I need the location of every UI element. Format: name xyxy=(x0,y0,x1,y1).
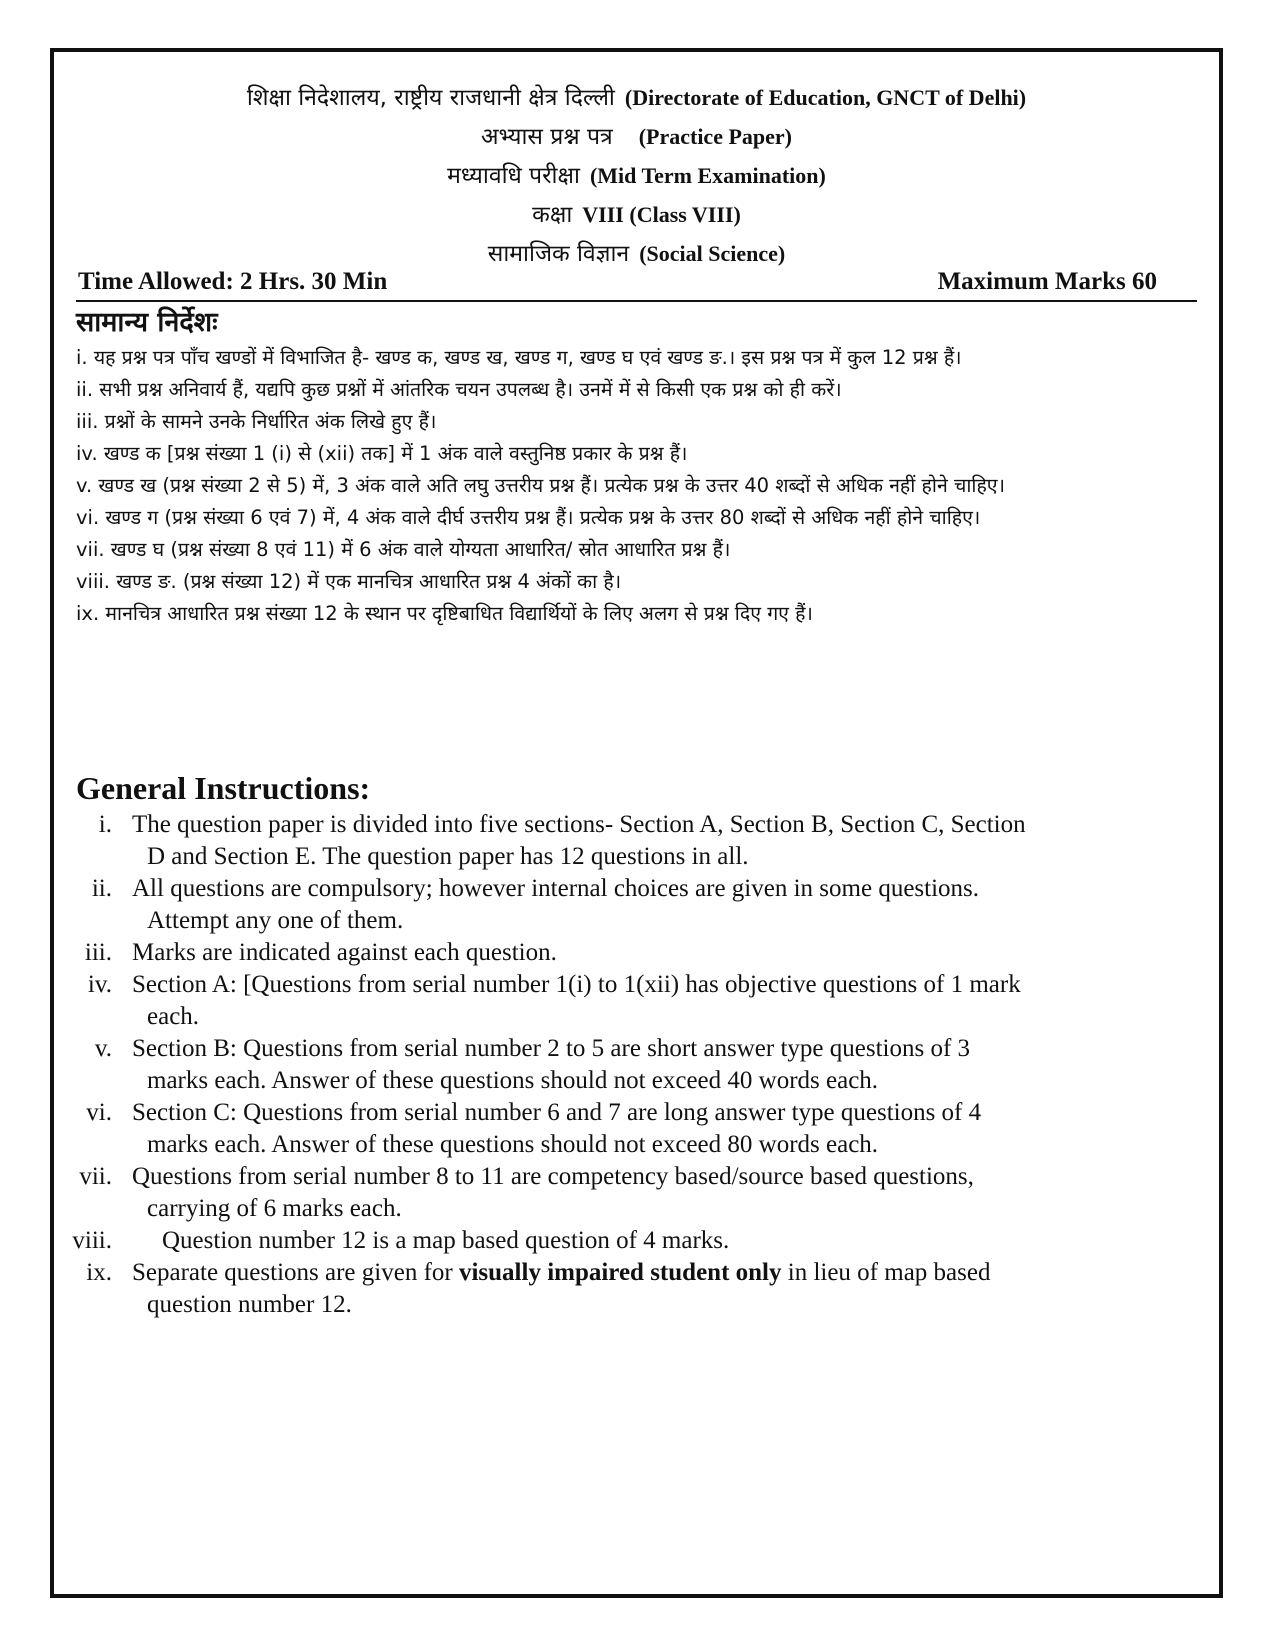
instruction-text-part: in lieu of map based xyxy=(781,1259,991,1286)
instruction-number: iv. xyxy=(87,971,112,998)
instruction-text: Section C: Questions from serial number 6 and 7 are long answer type questions of 4 xyxy=(132,1099,982,1126)
hindi-instruction-item: viii. खण्ड ङ. (प्रश्न संख्या 12) में एक मानचित्र आधारित प्रश्न 4 अंकों का है। xyxy=(76,570,622,593)
instruction-item xyxy=(56,809,1179,873)
instruction-text-continued: each. xyxy=(147,1003,200,1030)
hindi-instruction-item: ix. मानचित्र आधारित प्रश्न संख्या 12 के स्थान पर दृष्टिबाधित विद्यार्थियों के लिए अलग से प्रश्न दिए गए हैं। xyxy=(76,602,813,625)
header-line-class xyxy=(54,195,1219,234)
instruction-number: vi. xyxy=(86,1099,112,1126)
instruction-number: ii. xyxy=(91,875,112,902)
instruction-number: ix. xyxy=(86,1259,112,1286)
instruction-text-continued: D and Section E. The question paper has 12 questions in all. xyxy=(147,843,749,870)
instruction-text: Questions from serial number 8 to 11 are competency based/source based questions, xyxy=(132,1163,974,1190)
instruction-text: Marks are indicated against each question. xyxy=(132,939,557,966)
hindi-instruction-item: i. यह प्रश्न पत्र पाँच खण्डों में विभाजित है- खण्ड क, खण्ड ख, खण्ड ग, खण्ड घ एवं खण्ड ङ.। इस प्रश्न पत्र में कुल 12 प्रश्न हैं। xyxy=(76,346,962,369)
instruction-text-continued: question number 12. xyxy=(147,1291,352,1318)
instruction-text-continued: marks each. Answer of these questions should not exceed 80 words each. xyxy=(147,1131,879,1158)
subject-english: (Social Science) xyxy=(639,241,786,266)
instruction-text-continued: Attempt any one of them. xyxy=(147,907,404,934)
instruction-item xyxy=(56,1257,1179,1321)
instruction-text-emphasis: visually impaired student only xyxy=(458,1259,782,1286)
instruction-number: viii. xyxy=(72,1227,112,1254)
general-instructions-heading: General Instructions: xyxy=(76,770,371,806)
exam-hindi: मध्यावधि परीक्षा xyxy=(447,163,580,189)
hindi-instructions-heading: सामान्य निर्देशः xyxy=(76,307,218,338)
page-border xyxy=(50,48,1223,1598)
header-line-paper-type xyxy=(54,117,1219,156)
hindi-instruction-item: ii. सभी प्रश्न अनिवार्य हैं, यद्यपि कुछ प्रश्नों में आंतरिक चयन उपलब्ध है। उनमें में से किसी एक प्रश्न को ही करें। xyxy=(76,378,842,401)
instruction-item xyxy=(56,969,1179,1033)
class-hindi: कक्षा xyxy=(532,202,573,228)
instruction-number: i. xyxy=(98,811,112,838)
instruction-number: vii. xyxy=(79,1163,112,1190)
maximum-marks: Maximum Marks 60 xyxy=(937,268,1157,295)
subject-hindi: सामाजिक विज्ञान xyxy=(487,241,630,267)
instruction-item xyxy=(56,1033,1179,1097)
instruction-text: Question number 12 is a map based question of 4 marks. xyxy=(162,1227,730,1254)
paper-type-hindi: अभ्यास प्रश्न पत्र xyxy=(480,124,613,150)
instruction-text: Section A: [Questions from serial number 1(i) to 1(xii) has objective questions of 1 mark xyxy=(132,971,1021,998)
exam-meta-bar xyxy=(76,268,1197,302)
instruction-number: iii. xyxy=(84,939,112,966)
instruction-item xyxy=(56,1225,1179,1257)
instruction-text-continued: marks each. Answer of these questions should not exceed 40 words each. xyxy=(147,1067,879,1094)
header-line-directorate xyxy=(54,78,1219,117)
instruction-text xyxy=(132,1257,1179,1289)
instruction-text-part: Separate questions are given for xyxy=(132,1259,459,1286)
hindi-instruction-item: iii. प्रश्नों के सामने उनके निर्धारित अंक लिखे हुए हैं। xyxy=(76,410,437,433)
time-allowed: Time Allowed: 2 Hrs. 30 Min xyxy=(78,268,388,295)
instruction-text: Section B: Questions from serial number 2 to 5 are short answer type questions of 3 xyxy=(132,1035,971,1062)
hindi-instructions-list xyxy=(76,342,1191,630)
class-english: VIII (Class VIII) xyxy=(582,202,741,227)
instruction-item xyxy=(56,1161,1179,1225)
header-line-exam xyxy=(54,156,1219,195)
instruction-text: The question paper is divided into five sections- Section A, Section B, Section C, Section xyxy=(132,811,1026,838)
instruction-item xyxy=(56,873,1179,937)
directorate-english: (Directorate of Education, GNCT of Delhi) xyxy=(624,85,1027,110)
instruction-item xyxy=(56,937,1179,969)
instruction-text: All questions are compulsory; however internal choices are given in some questions. xyxy=(132,875,980,902)
instruction-item xyxy=(56,1097,1179,1161)
instruction-text-continued: carrying of 6 marks each. xyxy=(147,1195,402,1222)
hindi-instruction-item: iv. खण्ड क [प्रश्न संख्या 1 (i) से (xii) तक] में 1 अंक वाले वस्तुनिष्ठ प्रकार के प्रश्न हैं। xyxy=(76,442,688,465)
paper-type-english: (Practice Paper) xyxy=(638,124,792,149)
general-instructions-list xyxy=(56,809,1179,1321)
exam-english: (Mid Term Examination) xyxy=(589,163,826,188)
hindi-instruction-item: v. खण्ड ख (प्रश्न संख्या 2 से 5) में, 3 अंक वाले अति लघु उत्तरीय प्रश्न हैं। प्रत्येक प्रश्न के उत्तर 40 शब्दों से अधिक नहीं होने चाहिए। xyxy=(76,474,1005,497)
instruction-number: v. xyxy=(94,1035,112,1062)
directorate-hindi: शिक्षा निदेशालय, राष्ट्रीय राजधानी क्षेत्र दिल्ली xyxy=(246,85,615,111)
hindi-instruction-item: vii. खण्ड घ (प्रश्न संख्या 8 एवं 11) में 6 अंक वाले योग्यता आधारित/ स्रोत आधारित प्रश्न हैं। xyxy=(76,538,731,561)
hindi-instruction-item: vi. खण्ड ग (प्रश्न संख्या 6 एवं 7) में, 4 अंक वाले दीर्घ उत्तरीय प्रश्न हैं। प्रत्येक प्रश्न के उत्तर 80 शब्दों से अधिक नहीं होने चाहिए। xyxy=(76,506,981,529)
paper-header xyxy=(54,78,1219,273)
